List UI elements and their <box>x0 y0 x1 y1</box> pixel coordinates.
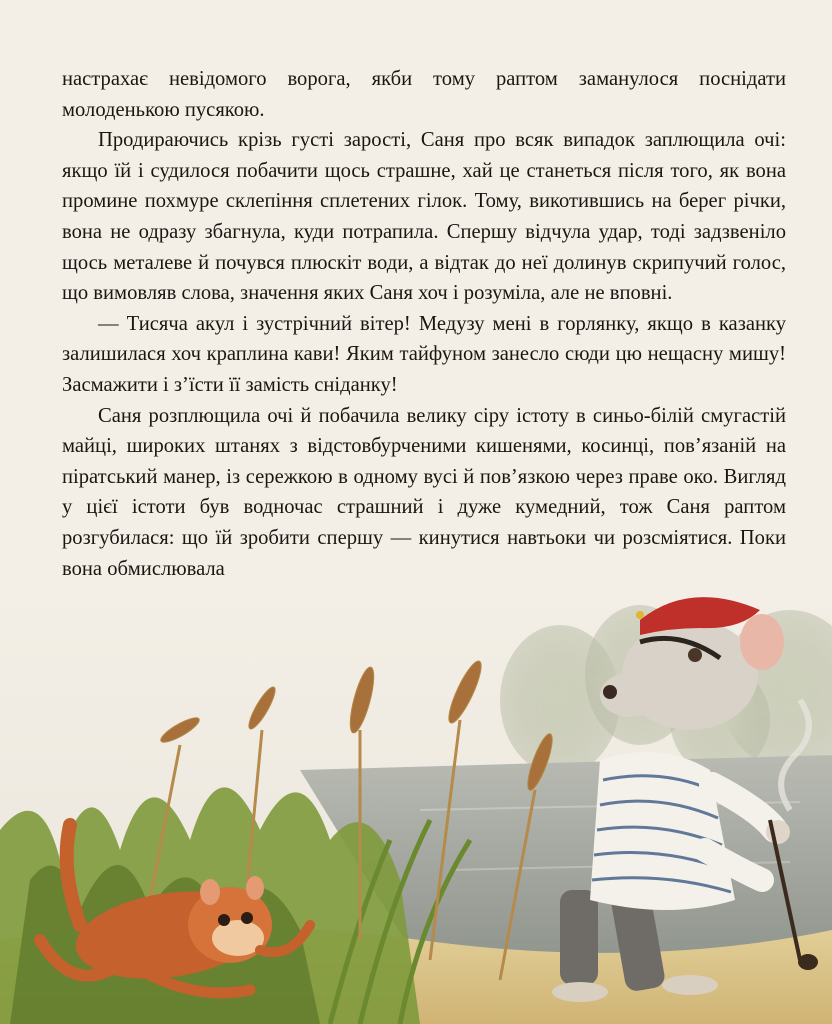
paragraph-4: Саня розплющила очі й побачила велику сіру істоту в синьо-білій смугастій майці, широких штанях з відстовбурченими кишенями, косинці, пов’язаній на піратський манер, із сережкою в одному вусі й пов’язкою через праве око. Вигляд у цієї істоти був водночас страшний і дуже кумедний, тож Саня раптом розгубилася: що їй зробити спершу — кинутися навтьоки чи розсміятися. Поки вона обмислювала <box>62 404 786 580</box>
paragraph-1: настрахає невідомого ворога, якби тому раптом заманулося поснідати молоденькою пусякою. <box>62 68 786 121</box>
story-illustration <box>0 580 832 1024</box>
paragraph-3-pirate-speech: — Тисяча акул і зустрічний вітер! Медузу мені в горлянку, якщо в казанку залишилася хоч краплина кави! Яким тайфуном занесло сюди цю нещасну мишу! Засмажити і з’їсти її замість сніданку! <box>62 312 786 396</box>
story-text <box>62 64 786 584</box>
paragraph-2: Продираючись крізь густі зарості, Саня про всяк випадок заплющила очі: якщо їй і судилося побачити щось страшне, хай це станеться після того, як вона промине похмуре склепіння сплетених гілок. Тому, викотившись на берег річки, вона не одразу збагнула, куди потрапила. Спершу відчула удар, тоді задзвеніло щось металеве й почувся плюскіт води, а відтак до неї долинув скрипучий голос, що вимовляв слова, значення яких Саня хоч і розуміла, але не вповні. <box>62 129 786 305</box>
